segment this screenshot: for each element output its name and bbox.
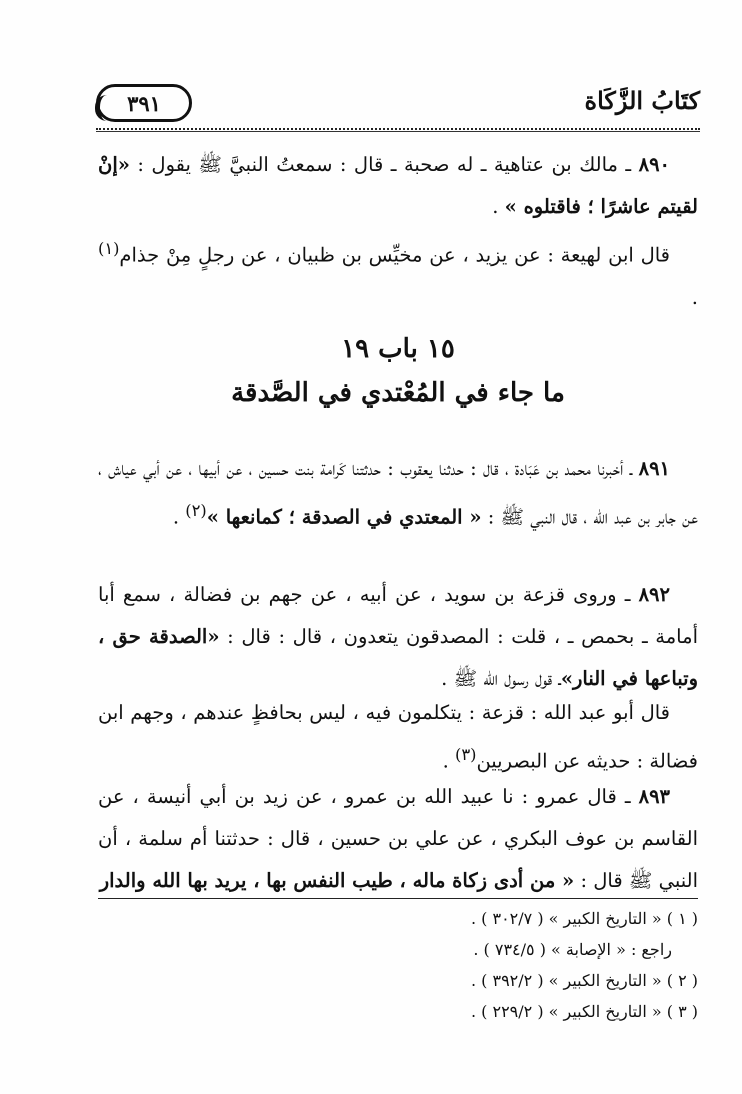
footnote-1: ( ١ ) « التاريخ الكبير » ( ٣٠٢/٧ ) .: [470, 909, 698, 928]
hadith-number: ٨٩١: [638, 457, 671, 480]
hadith-892: [98, 574, 698, 700]
footnote-1-continued: راجع : « الإصابة » ( ٧٣٤/٥ ) .: [473, 940, 672, 959]
footnotes: [300, 903, 698, 1027]
page-number: ٣٩١: [127, 90, 161, 116]
hadith-text: ـ قال عمرو : نا عبيد الله بن عمرو ، عن زيد بن أبي أنيسة ، عن القاسم بن عوف البكري ، عن علي بن حسين ، قال : حدثتنا أم سلمة ، أن النبي ﷺ قال :: [98, 785, 698, 892]
footnote-ref: (١): [98, 239, 120, 258]
page-number-badge: [96, 84, 192, 122]
hadith-quote: «إنْ لقيتم عاشرًا ؛ فاقتلوه »: [98, 153, 698, 218]
hadith-text: ـ مالك بن عتاهية ـ له صحبة ـ قال : سمعتُ النبيَّ ﷺ يقول :: [137, 153, 632, 176]
hadith-number: ٨٩٣: [638, 785, 671, 808]
hadith-890: [98, 144, 698, 228]
footnote-separator: [98, 898, 698, 899]
hadith-893: [98, 776, 698, 902]
note-text: قال ابن لهيعة : عن يزيد ، عن مخيِّس بن ظبيان ، عن رجلٍ مِنْ جذام: [119, 243, 670, 267]
hadith-number: ٨٩٢: [638, 583, 670, 606]
hadith-after: ـ قول رسول الله ﷺ .: [441, 667, 561, 690]
hadith-text: ـ وروى قزعة بن سويد ، عن أبيه ، عن جهم بن فضالة ، سمع أبا أمامة ـ بحمص ـ ، قلت : المصدقون يتعدون ، قال : قال :: [98, 583, 698, 648]
chapter-number: ١٥ باب ١٩: [341, 334, 455, 364]
chapter-title: ما جاء في المُعْتدي في الصَّدقة: [231, 378, 565, 408]
note-end: .: [442, 749, 456, 773]
footnote-3: ( ٣ ) « التاريخ الكبير » ( ٢٢٩/٢ ) .: [470, 1002, 698, 1021]
header-dotted-rule: [96, 128, 700, 130]
hadith-end: .: [492, 195, 505, 218]
footnote-2: ( ٢ ) « التاريخ الكبير » ( ٣٩٢/٢ ) .: [470, 971, 698, 990]
hadith-891: [98, 448, 698, 539]
footnote-ref: (٢): [185, 501, 207, 520]
page-header: [96, 84, 700, 128]
hadith-quote: «الصدقة حق ، وتباعها في النار»: [98, 625, 698, 690]
note-text: قال أبو عبد الله : قزعة : يتكلمون فيه ، ليس بحافظٍ عندهم ، وجهم ابن فضالة : حديثه عن البصريين: [98, 701, 698, 773]
footnote-ref: (٣): [455, 745, 477, 764]
note-890: [98, 228, 698, 319]
note-892: [98, 692, 698, 783]
hadith-quote: « المعتدي في الصدقة ؛ كمانعها »: [206, 505, 482, 529]
header-rule: [96, 131, 700, 132]
hadith-quote: « من أدى زكاة ماله ، طيب النفس بها ، يريد بها الله والدار: [99, 869, 575, 892]
hadith-number: ٨٩٠: [638, 153, 671, 176]
note-end: .: [691, 285, 698, 309]
book-title: كتَابُ الزَّكَاة: [584, 86, 700, 115]
hadith-text: ـ أخبرنا محمد بن عَبَادة ، قال : حدثنا يعقوب : حدثتنا كَرامة بنت حسين ، عن أبيها ، عن أبي عياش ، عن جابر بن عبد الله ، قال النبي ﷺ :: [98, 457, 698, 529]
hadith-end: .: [172, 505, 186, 529]
